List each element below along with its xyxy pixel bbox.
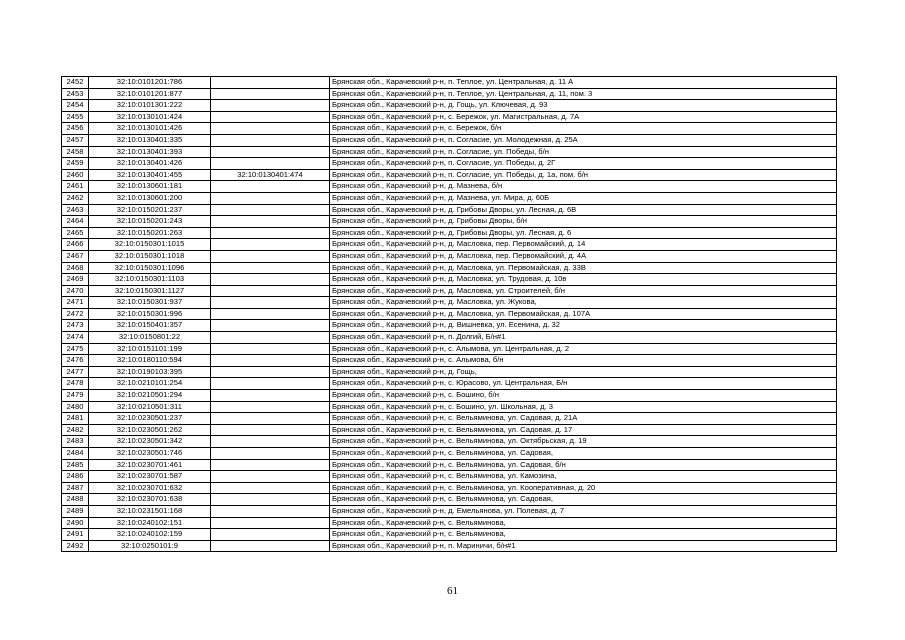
previous-number-cell [211, 448, 330, 460]
row-number-cell: 2488 [62, 494, 89, 506]
previous-number-cell [211, 216, 330, 228]
address-cell: Брянская обл., Карачевский р-н, с. Вельяминова, ул. Садовая, б/н [330, 459, 837, 471]
previous-number-cell [211, 181, 330, 193]
row-number-cell: 2454 [62, 100, 89, 112]
cadastral-number-cell: 32:10:0101301:222 [89, 100, 211, 112]
row-number-cell: 2462 [62, 192, 89, 204]
previous-number-cell [211, 88, 330, 100]
address-cell: Брянская обл., Карачевский р-н, д. Гощь, ул. Ключевая, д. 93 [330, 100, 837, 112]
cadastral-number-cell: 32:10:0190103:395 [89, 366, 211, 378]
previous-number-cell [211, 227, 330, 239]
address-cell: Брянская обл., Карачевский р-н, д. Масловка, ул. Первомайская, д. 33В [330, 262, 837, 274]
cadastral-number-cell: 32:10:0230701:638 [89, 494, 211, 506]
cadastral-number-cell: 32:10:0150301:1096 [89, 262, 211, 274]
table-row [62, 227, 837, 239]
row-number-cell: 2489 [62, 505, 89, 517]
cadastral-number-cell: 32:10:0150301:1015 [89, 239, 211, 251]
table-row [62, 343, 837, 355]
row-number-cell: 2484 [62, 448, 89, 460]
cadastral-number-cell: 32:10:0230501:342 [89, 436, 211, 448]
cadastral-number-cell: 32:10:0151101:199 [89, 343, 211, 355]
table-row [62, 517, 837, 529]
row-number-cell: 2468 [62, 262, 89, 274]
address-cell: Брянская обл., Карачевский р-н, д. Мазнева, б/н [330, 181, 837, 193]
row-number-cell: 2490 [62, 517, 89, 529]
table-row [62, 239, 837, 251]
table-row [62, 448, 837, 460]
row-number-cell: 2467 [62, 250, 89, 262]
table-row [62, 297, 837, 309]
table-row [62, 332, 837, 344]
table-row [62, 320, 837, 332]
previous-number-cell [211, 134, 330, 146]
row-number-cell: 2456 [62, 123, 89, 135]
address-cell: Брянская обл., Карачевский р-н, с. Вельяминова, ул. Октябрьская, д. 19 [330, 436, 837, 448]
previous-number-cell [211, 123, 330, 135]
table-row [62, 401, 837, 413]
address-cell: Брянская обл., Карачевский р-н, с. Бошино, ул. Школьная, д. 3 [330, 401, 837, 413]
previous-number-cell [211, 401, 330, 413]
address-cell: Брянская обл., Карачевский р-н, д. Масловка, ул. Первомайская, д. 107А [330, 308, 837, 320]
cadastral-number-cell: 32:10:0101201:877 [89, 88, 211, 100]
table-row [62, 100, 837, 112]
address-cell: Брянская обл., Карачевский р-н, д. Масловка, ул. Трудовая, д. 10в [330, 274, 837, 286]
table-row [62, 378, 837, 390]
row-number-cell: 2478 [62, 378, 89, 390]
table-row [62, 169, 837, 181]
previous-number-cell [211, 320, 330, 332]
row-number-cell: 2466 [62, 239, 89, 251]
row-number-cell: 2479 [62, 390, 89, 402]
cadastral-number-cell: 32:10:0210501:311 [89, 401, 211, 413]
row-number-cell: 2481 [62, 413, 89, 425]
address-cell: Брянская обл., Карачевский р-н, с. Бережок, ул. Магистральная, д. 7А [330, 111, 837, 123]
address-cell: Брянская обл., Карачевский р-н, с. Вельяминова, ул. Кооперативная, д. 20 [330, 482, 837, 494]
address-cell: Брянская обл., Карачевский р-н, с. Бережок, б/н [330, 123, 837, 135]
table-row [62, 181, 837, 193]
registry-table-body [62, 77, 837, 552]
row-number-cell: 2470 [62, 285, 89, 297]
previous-number-cell [211, 262, 330, 274]
row-number-cell: 2452 [62, 77, 89, 89]
address-cell: Брянская обл., Карачевский р-н, п. Согласие, ул. Молодежная, д. 25А [330, 134, 837, 146]
previous-number-cell [211, 250, 330, 262]
cadastral-number-cell: 32:10:0130601:181 [89, 181, 211, 193]
table-row [62, 436, 837, 448]
cadastral-number-cell: 32:10:0150301:1018 [89, 250, 211, 262]
previous-number-cell [211, 459, 330, 471]
table-row [62, 123, 837, 135]
cadastral-number-cell: 32:10:0240102:151 [89, 517, 211, 529]
row-number-cell: 2469 [62, 274, 89, 286]
row-number-cell: 2465 [62, 227, 89, 239]
registry-table [61, 76, 837, 552]
cadastral-number-cell: 32:10:0230501:237 [89, 413, 211, 425]
table-row [62, 77, 837, 89]
previous-number-cell [211, 77, 330, 89]
cadastral-number-cell: 32:10:0231501:168 [89, 505, 211, 517]
table-row [62, 355, 837, 367]
table-row [62, 158, 837, 170]
address-cell: Брянская обл., Карачевский р-н, п. Согласие, ул. Победы, д. 2Г [330, 158, 837, 170]
address-cell: Брянская обл., Карачевский р-н, д. Грибовы Дворы, б/н [330, 216, 837, 228]
address-cell: Брянская обл., Карачевский р-н, с. Вельяминова, ул. Садовая, [330, 448, 837, 460]
address-cell: Брянская обл., Карачевский р-н, с. Вельяминова, ул. Садовая, д. 21А [330, 413, 837, 425]
table-row [62, 216, 837, 228]
previous-number-cell [211, 297, 330, 309]
address-cell: Брянская обл., Карачевский р-н, д. Масловка, ул. Строителей, б/н [330, 285, 837, 297]
row-number-cell: 2460 [62, 169, 89, 181]
table-row [62, 424, 837, 436]
row-number-cell: 2461 [62, 181, 89, 193]
cadastral-number-cell: 32:10:0250101:9 [89, 540, 211, 552]
table-row [62, 134, 837, 146]
cadastral-number-cell: 32:10:0150801:22 [89, 332, 211, 344]
row-number-cell: 2464 [62, 216, 89, 228]
previous-number-cell: 32:10:0130401:474 [211, 169, 330, 181]
row-number-cell: 2473 [62, 320, 89, 332]
previous-number-cell [211, 494, 330, 506]
row-number-cell: 2492 [62, 540, 89, 552]
previous-number-cell [211, 146, 330, 158]
cadastral-number-cell: 32:10:0230701:632 [89, 482, 211, 494]
address-cell: Брянская обл., Карачевский р-н, п. Теплое, ул. Центральная, д. 11 А [330, 77, 837, 89]
address-cell: Брянская обл., Карачевский р-н, д. Вишневка, ул. Есенина, д. 32 [330, 320, 837, 332]
table-row [62, 285, 837, 297]
cadastral-number-cell: 32:10:0150201:243 [89, 216, 211, 228]
previous-number-cell [211, 192, 330, 204]
address-cell: Брянская обл., Карачевский р-н, д. Масловка, пер. Первомайский, д. 14 [330, 239, 837, 251]
table-row [62, 529, 837, 541]
table-row [62, 482, 837, 494]
cadastral-number-cell: 32:10:0130101:426 [89, 123, 211, 135]
address-cell: Брянская обл., Карачевский р-н, п. Теплое, ул. Центральная, д. 11, пом. 3 [330, 88, 837, 100]
previous-number-cell [211, 239, 330, 251]
previous-number-cell [211, 378, 330, 390]
previous-number-cell [211, 482, 330, 494]
address-cell: Брянская обл., Карачевский р-н, п. Долгий, Б/н#1 [330, 332, 837, 344]
row-number-cell: 2472 [62, 308, 89, 320]
cadastral-number-cell: 32:10:0180110:594 [89, 355, 211, 367]
table-row [62, 459, 837, 471]
cadastral-number-cell: 32:10:0101201:786 [89, 77, 211, 89]
row-number-cell: 2457 [62, 134, 89, 146]
row-number-cell: 2487 [62, 482, 89, 494]
row-number-cell: 2485 [62, 459, 89, 471]
row-number-cell: 2482 [62, 424, 89, 436]
previous-number-cell [211, 390, 330, 402]
address-cell: Брянская обл., Карачевский р-н, д. Емельянова, ул. Полевая, д. 7 [330, 505, 837, 517]
address-cell: Брянская обл., Карачевский р-н, с. Вельяминова, ул. Камозина, [330, 471, 837, 483]
previous-number-cell [211, 111, 330, 123]
address-cell: Брянская обл., Карачевский р-н, д. Мазнева, ул. Мира, д. 60Б [330, 192, 837, 204]
table-row [62, 540, 837, 552]
address-cell: Брянская обл., Карачевский р-н, с. Вельяминова, [330, 529, 837, 541]
table-row [62, 262, 837, 274]
table-row [62, 505, 837, 517]
table-row [62, 494, 837, 506]
cadastral-number-cell: 32:10:0130601:200 [89, 192, 211, 204]
address-cell: Брянская обл., Карачевский р-н, с. Бошино, б/н [330, 390, 837, 402]
row-number-cell: 2475 [62, 343, 89, 355]
table-row [62, 111, 837, 123]
previous-number-cell [211, 100, 330, 112]
address-cell: Брянская обл., Карачевский р-н, д. Масловка, пер. Первомайский, д. 4А [330, 250, 837, 262]
cadastral-number-cell: 32:10:0150401:357 [89, 320, 211, 332]
cadastral-number-cell: 32:10:0240102:159 [89, 529, 211, 541]
previous-number-cell [211, 505, 330, 517]
cadastral-number-cell: 32:10:0130401:426 [89, 158, 211, 170]
table-row [62, 192, 837, 204]
address-cell: Брянская обл., Карачевский р-н, с. Юрасово, ул. Центральная, Б/н [330, 378, 837, 390]
address-cell: Брянская обл., Карачевский р-н, д. Масловка, ул. Жукова, [330, 297, 837, 309]
address-cell: Брянская обл., Карачевский р-н, с. Вельяминова, [330, 517, 837, 529]
previous-number-cell [211, 355, 330, 367]
address-cell: Брянская обл., Карачевский р-н, п. Мариничи, б/н#1 [330, 540, 837, 552]
row-number-cell: 2453 [62, 88, 89, 100]
cadastral-number-cell: 32:10:0230501:262 [89, 424, 211, 436]
previous-number-cell [211, 274, 330, 286]
previous-number-cell [211, 424, 330, 436]
previous-number-cell [211, 517, 330, 529]
cadastral-number-cell: 32:10:0150201:237 [89, 204, 211, 216]
address-cell: Брянская обл., Карачевский р-н, д. Грибовы Дворы, ул. Лесная, д. 6В [330, 204, 837, 216]
cadastral-number-cell: 32:10:0150301:937 [89, 297, 211, 309]
address-cell: Брянская обл., Карачевский р-н, д. Грибовы Дворы, ул. Лесная, д. 6 [330, 227, 837, 239]
previous-number-cell [211, 158, 330, 170]
table-row [62, 204, 837, 216]
row-number-cell: 2463 [62, 204, 89, 216]
table-row [62, 146, 837, 158]
row-number-cell: 2455 [62, 111, 89, 123]
previous-number-cell [211, 529, 330, 541]
table-row [62, 390, 837, 402]
cadastral-number-cell: 32:10:0150301:1103 [89, 274, 211, 286]
cadastral-number-cell: 32:10:0210101:254 [89, 378, 211, 390]
previous-number-cell [211, 204, 330, 216]
table-row [62, 250, 837, 262]
address-cell: Брянская обл., Карачевский р-н, п. Согласие, ул. Победы, д. 1а, пом. б/н [330, 169, 837, 181]
row-number-cell: 2459 [62, 158, 89, 170]
previous-number-cell [211, 413, 330, 425]
cadastral-number-cell: 32:10:0230501:746 [89, 448, 211, 460]
cadastral-number-cell: 32:10:0230701:587 [89, 471, 211, 483]
cadastral-number-cell: 32:10:0150201:263 [89, 227, 211, 239]
cadastral-number-cell: 32:10:0150301:996 [89, 308, 211, 320]
previous-number-cell [211, 366, 330, 378]
address-cell: Брянская обл., Карачевский р-н, п. Согласие, ул. Победы, б/н [330, 146, 837, 158]
cadastral-number-cell: 32:10:0130401:335 [89, 134, 211, 146]
table-row [62, 308, 837, 320]
cadastral-number-cell: 32:10:0210501:294 [89, 390, 211, 402]
table-row [62, 366, 837, 378]
row-number-cell: 2480 [62, 401, 89, 413]
table-row [62, 413, 837, 425]
row-number-cell: 2471 [62, 297, 89, 309]
row-number-cell: 2486 [62, 471, 89, 483]
table-row [62, 471, 837, 483]
row-number-cell: 2458 [62, 146, 89, 158]
cadastral-number-cell: 32:10:0130401:455 [89, 169, 211, 181]
cadastral-number-cell: 32:10:0150301:1127 [89, 285, 211, 297]
row-number-cell: 2476 [62, 355, 89, 367]
cadastral-number-cell: 32:10:0130401:393 [89, 146, 211, 158]
previous-number-cell [211, 332, 330, 344]
previous-number-cell [211, 471, 330, 483]
address-cell: Брянская обл., Карачевский р-н, с. Вельяминова, ул. Садовая, [330, 494, 837, 506]
row-number-cell: 2474 [62, 332, 89, 344]
address-cell: Брянская обл., Карачевский р-н, с. Алымова, б/н [330, 355, 837, 367]
row-number-cell: 2491 [62, 529, 89, 541]
address-cell: Брянская обл., Карачевский р-н, с. Вельяминова, ул. Садовая, д. 17 [330, 424, 837, 436]
row-number-cell: 2477 [62, 366, 89, 378]
address-cell: Брянская обл., Карачевский р-н, с. Алымова, ул. Центральная, д. 2 [330, 343, 837, 355]
previous-number-cell [211, 308, 330, 320]
cadastral-number-cell: 32:10:0130101:424 [89, 111, 211, 123]
row-number-cell: 2483 [62, 436, 89, 448]
previous-number-cell [211, 285, 330, 297]
table-row [62, 274, 837, 286]
table-row [62, 88, 837, 100]
previous-number-cell [211, 436, 330, 448]
previous-number-cell [211, 540, 330, 552]
address-cell: Брянская обл., Карачевский р-н, д. Гощь, [330, 366, 837, 378]
previous-number-cell [211, 343, 330, 355]
page-number: 61 [447, 585, 458, 597]
cadastral-number-cell: 32:10:0230701:461 [89, 459, 211, 471]
